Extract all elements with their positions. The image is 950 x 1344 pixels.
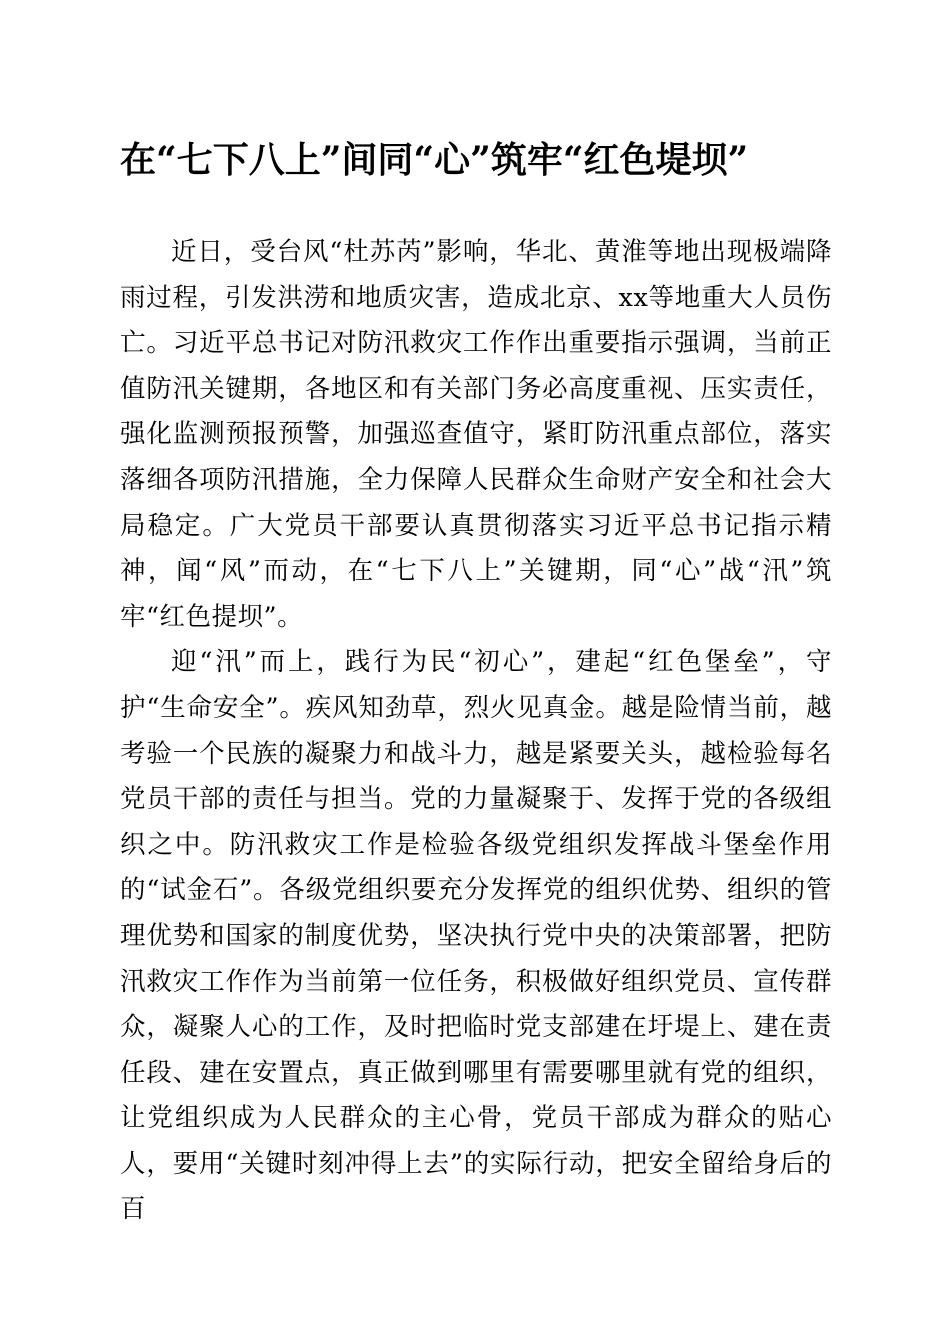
- paragraph-2: 迎“汛”而上，践行为民“初心”，建起“红色堡垒”，守护“生命安全”。疾风知劲草，烈火见真金。越是险情当前，越考验一个民族的凝聚力和战斗力，越是紧要关头，越检验每名党员干部的责任与担当。党的力量凝聚于、发挥于党的各级组织之中。防汛救灾工作是检验各级党组织发挥战斗堡垒作用的“试金石”。各级党组织要充分发挥党的组织优势、组织的管理优势和国家的制度优势，坚决执行党中央的决策部署，把防汛救灾工作作为当前第一位任务，积极做好组织党员、宣传群众，凝聚人心的工作，及时把临时党支部建在圩堤上、建在责任段、建在安置点，真正做到哪里有需要哪里就有党的组织，让党组织成为人民群众的主心骨，党员干部成为群众的贴心人，要用“关键时刻冲得上去”的实际行动，把安全留给身后的百: [120, 647, 832, 1225]
- document-title: 在“七下八上”间同“心”筑牢“红色堤坝”: [120, 139, 749, 181]
- document-body: [120, 230, 832, 1233]
- paragraph-1: 近日，受台风“杜苏芮”影响，华北、黄淮等地出现极端降雨过程，引发洪涝和地质灾害，造成北京、xx等地重大人员伤亡。习近平总书记对防汛救灾工作作出重要指示强调，当前正值防汛关键期，各地区和有关部门务必高度重视、压实责任，强化监测预报预警，加强巡查值守，紧盯防汛重点部位，落实落细各项防汛措施，全力保障人民群众生命财产安全和社会大局稳定。广大党员干部要认真贯彻落实习近平总书记指示精神，闻“风”而动，在“七下八上”关键期，同“心”战“汛”筑牢“红色提坝”。: [120, 237, 832, 632]
